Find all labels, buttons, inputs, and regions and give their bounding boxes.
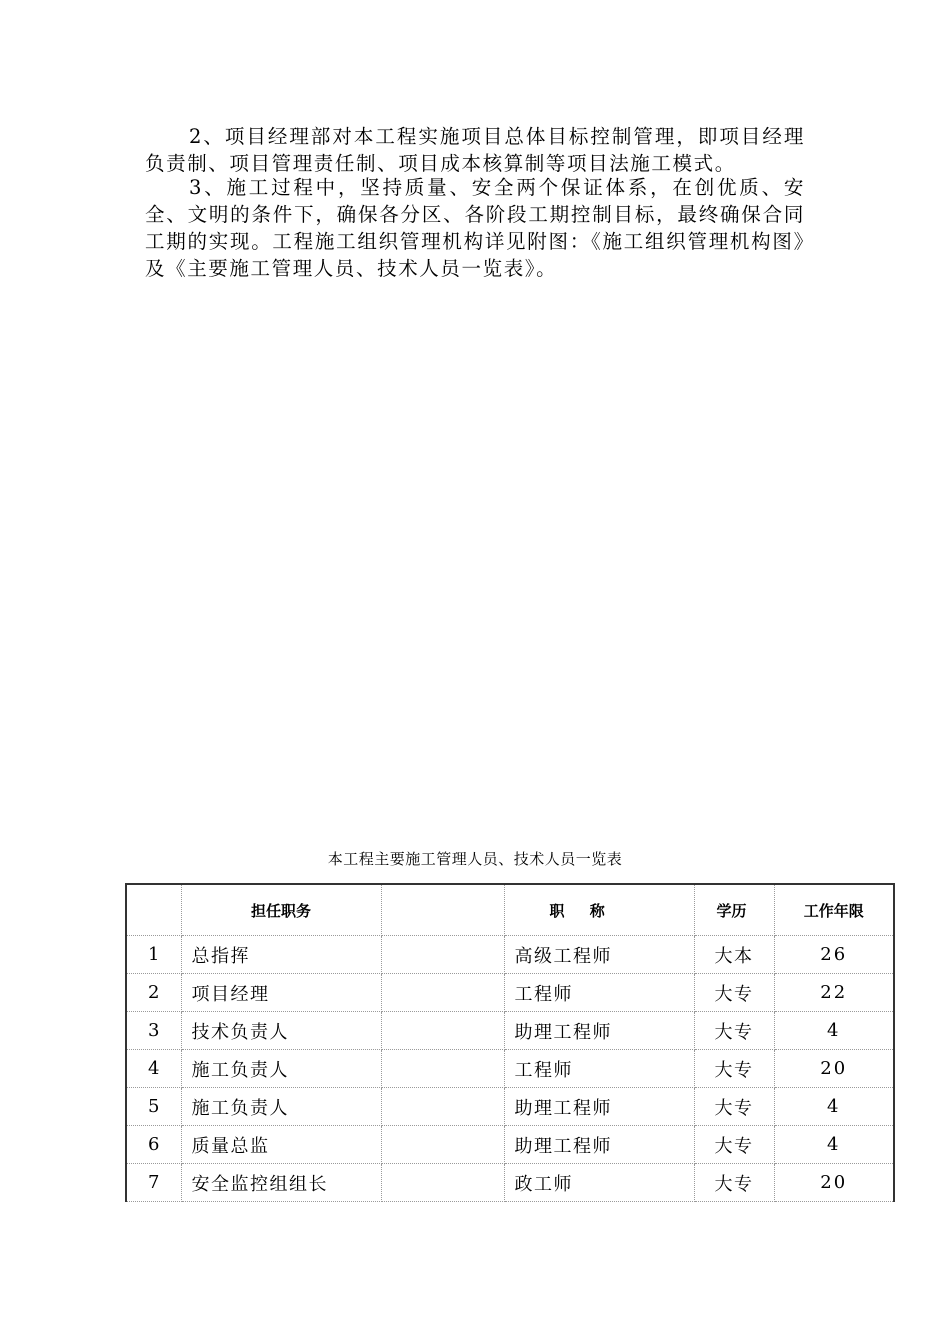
cell-position: 施工负责人 — [181, 1050, 381, 1088]
cell-no: 2 — [126, 974, 181, 1012]
header-title: 职 称 — [504, 884, 694, 936]
cell-position: 项目经理 — [181, 974, 381, 1012]
cell-education: 大专 — [694, 1050, 774, 1088]
cell-education: 大专 — [694, 1088, 774, 1126]
cell-blank — [381, 1088, 504, 1126]
cell-years: 4 — [774, 1012, 894, 1050]
cell-education: 大专 — [694, 974, 774, 1012]
table-header-row — [126, 884, 894, 936]
cell-title: 工程师 — [504, 1050, 694, 1088]
header-education: 学历 — [694, 884, 774, 936]
cell-blank — [381, 1126, 504, 1164]
cell-blank — [381, 1012, 504, 1050]
header-blank — [381, 884, 504, 936]
table-row — [126, 1164, 894, 1202]
cell-no: 7 — [126, 1164, 181, 1202]
cell-no: 3 — [126, 1012, 181, 1050]
header-years: 工作年限 — [774, 884, 894, 936]
cell-position: 施工负责人 — [181, 1088, 381, 1126]
cell-position: 质量总监 — [181, 1126, 381, 1164]
cell-years: 20 — [774, 1164, 894, 1202]
cell-no: 4 — [126, 1050, 181, 1088]
cell-education: 大专 — [694, 1164, 774, 1202]
cell-position: 安全监控组组长 — [181, 1164, 381, 1202]
cell-title: 助理工程师 — [504, 1088, 694, 1126]
table-row — [126, 1050, 894, 1088]
cell-education: 大专 — [694, 1012, 774, 1050]
cell-years: 26 — [774, 936, 894, 974]
staff-table — [125, 883, 895, 1202]
cell-blank — [381, 1164, 504, 1202]
table-row — [126, 974, 894, 1012]
cell-years: 20 — [774, 1050, 894, 1088]
cell-no: 6 — [126, 1126, 181, 1164]
table-row — [126, 1088, 894, 1126]
cell-years: 4 — [774, 1126, 894, 1164]
cell-years: 4 — [774, 1088, 894, 1126]
cell-position: 技术负责人 — [181, 1012, 381, 1050]
header-no — [126, 884, 181, 936]
table-caption: 本工程主要施工管理人员、技术人员一览表 — [327, 850, 623, 868]
paragraph-project-management: 2、项目经理部对本工程实施项目总体目标控制管理，即项目经理负责制、项目管理责任制、项目成本核算制等项目法施工模式。 — [145, 125, 805, 175]
table-row — [126, 1012, 894, 1050]
header-position: 担任职务 — [181, 884, 381, 936]
table-row — [126, 936, 894, 974]
paragraph-construction-process: 3、施工过程中，坚持质量、安全两个保证体系，在创优质、安全、文明的条件下，确保各分区、各阶段工期控制目标，最终确保合同工期的实现。工程施工组织管理机构详见附图：《施工组织管理机构图》及《主要施工管理人员、技术人员一览表》。 — [145, 176, 805, 280]
cell-title: 助理工程师 — [504, 1126, 694, 1164]
cell-years: 22 — [774, 974, 894, 1012]
cell-no: 5 — [126, 1088, 181, 1126]
cell-blank — [381, 936, 504, 974]
cell-education: 大本 — [694, 936, 774, 974]
cell-blank — [381, 974, 504, 1012]
cell-blank — [381, 1050, 504, 1088]
cell-title: 政工师 — [504, 1164, 694, 1202]
cell-no: 1 — [126, 936, 181, 974]
cell-education: 大专 — [694, 1126, 774, 1164]
cell-title: 助理工程师 — [504, 1012, 694, 1050]
cell-title: 高级工程师 — [504, 936, 694, 974]
table-row — [126, 1126, 894, 1164]
cell-position: 总指挥 — [181, 936, 381, 974]
cell-title: 工程师 — [504, 974, 694, 1012]
